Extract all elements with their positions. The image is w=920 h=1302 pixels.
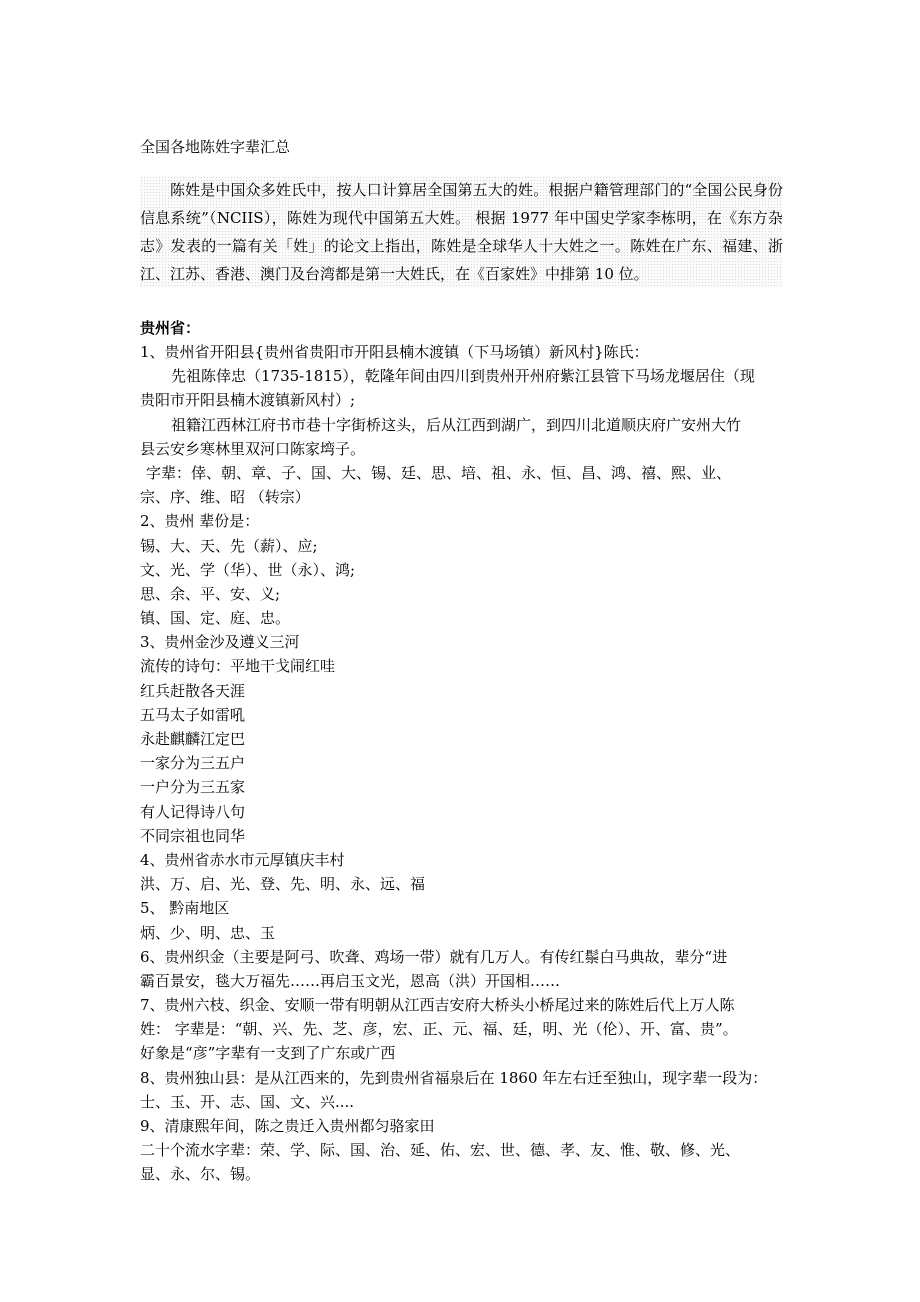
text-line: 文、光、学（华）、世（永）、鸿; bbox=[140, 560, 356, 579]
text-line: 9、清康熙年间，陈之贵迁入贵州都匀骆家田 bbox=[140, 1117, 435, 1135]
document-title: 全国各地陈姓字辈汇总 bbox=[140, 138, 291, 156]
text-line: 1、贵州省开阳县{贵州省贵阳市开阳县楠木渡镇（下马场镇）新风村}陈氏： bbox=[140, 343, 649, 361]
text-line: 二十个流水字辈：荣、学、际、国、治、延、佑、宏、世、德、孝、友、惟、敬、修、光、 bbox=[140, 1141, 741, 1160]
text-line: 先祖陈倖忠（1735-1815），乾隆年间由四川到贵州开州府紫江县管下马场龙堰居住（现 bbox=[171, 367, 755, 386]
text-line: 8、贵州独山县：是从江西来的，先到贵州省福泉后在 1860 年左右迁至独山，现字辈一段为： bbox=[140, 1068, 768, 1087]
text-line: 一家分为三五户 bbox=[140, 754, 246, 773]
text-line: 红兵赶散各天涯 bbox=[140, 681, 246, 700]
text-line: 五马太子如雷吼 bbox=[140, 705, 246, 724]
text-line: 炳、少、明、忠、玉 bbox=[140, 923, 276, 942]
text-line: 4、贵州省赤水市元厚镇庆丰村 bbox=[140, 850, 345, 869]
text-line: 思、余、平、安、义; bbox=[140, 584, 281, 603]
text-line: 贵阳市开阳县楠木渡镇新风村）; bbox=[140, 391, 356, 410]
text-line: 锡、大、天、先（薪）、应; bbox=[140, 536, 318, 555]
text-line: 永赴麒麟江定巴 bbox=[140, 730, 246, 748]
text-line: 3、贵州金沙及遵义三河 bbox=[140, 633, 300, 652]
text-line: 县云安乡寒林里双河口陈家塆子。 bbox=[140, 439, 366, 458]
text-line: 士、玉、开、志、国、文、兴.... bbox=[140, 1092, 355, 1111]
document-body bbox=[140, 340, 785, 1187]
text-line: 不同宗祖也同华 bbox=[140, 826, 246, 845]
text-line: 有人记得诗八句 bbox=[140, 802, 246, 821]
text-line: 洪、万、启、光、登、先、明、永、远、福 bbox=[140, 875, 426, 894]
text-line: 镇、国、定、庭、忠。 bbox=[140, 609, 291, 628]
text-line: 5、 黔南地区 bbox=[140, 899, 230, 918]
text-line: 霸百景安，毯大万福先……再启玉文光，恩高（洪）开国相…… bbox=[140, 971, 561, 990]
intro-paragraph: 陈姓是中国众多姓氏中，按人口计算居全国第五大的姓。根据户籍管理部门的“全国公民身份信息系统”（NCIIS），陈姓为现代中国第五大姓。 根据 1977 年中国史学家李栋明，在《东方杂志》发表的一篇有关「姓」的论文上指出，陈姓是全球华人十大姓之一。陈姓在广东、福建、浙江、江苏、香港、澳门及台湾都是第一大姓氏，在《百家姓》中排第 10 位。 bbox=[140, 181, 783, 283]
intro-paragraph-block bbox=[140, 176, 783, 288]
text-line: 祖籍江西林江府书市巷十字街桥这头，后从江西到湖广，到四川北道顺庆府广安州大竹 bbox=[171, 415, 742, 434]
text-line: 字辈：倖、朝、章、子、国、大、锡、廷、思、培、祖、永、恒、昌、鸿、禧、熙、业、 bbox=[146, 463, 732, 482]
section-title-guizhou: 贵州省： bbox=[140, 319, 201, 337]
text-line: 姓： 字辈是：“朝、兴、先、芝、彦，宏、正、元、福、廷，明、光（伦）、开、富、贵”。 bbox=[140, 1020, 738, 1039]
text-line: 显、永、尔、锡。 bbox=[140, 1165, 261, 1184]
text-line: 一户分为三五家 bbox=[140, 778, 246, 797]
text-line: 宗、序、维、昭 （转宗） bbox=[140, 488, 310, 507]
text-line: 7、贵州六枝、织金、安顺一带有明朝从江西吉安府大桥头小桥尾过来的陈姓后代上万人陈 bbox=[140, 996, 735, 1015]
text-line: 2、贵州 辈份是： bbox=[140, 512, 260, 531]
text-line: 6、贵州织金（主要是阿弓、吹聋、鸡场一带）就有几万人。有传红鬃白马典故，辈分“进 bbox=[140, 947, 728, 966]
text-line: 好象是“彦”字辈有一支到了广东或广西 bbox=[140, 1044, 396, 1063]
text-line: 流传的诗句：平地干戈闹红哇 bbox=[140, 657, 336, 676]
